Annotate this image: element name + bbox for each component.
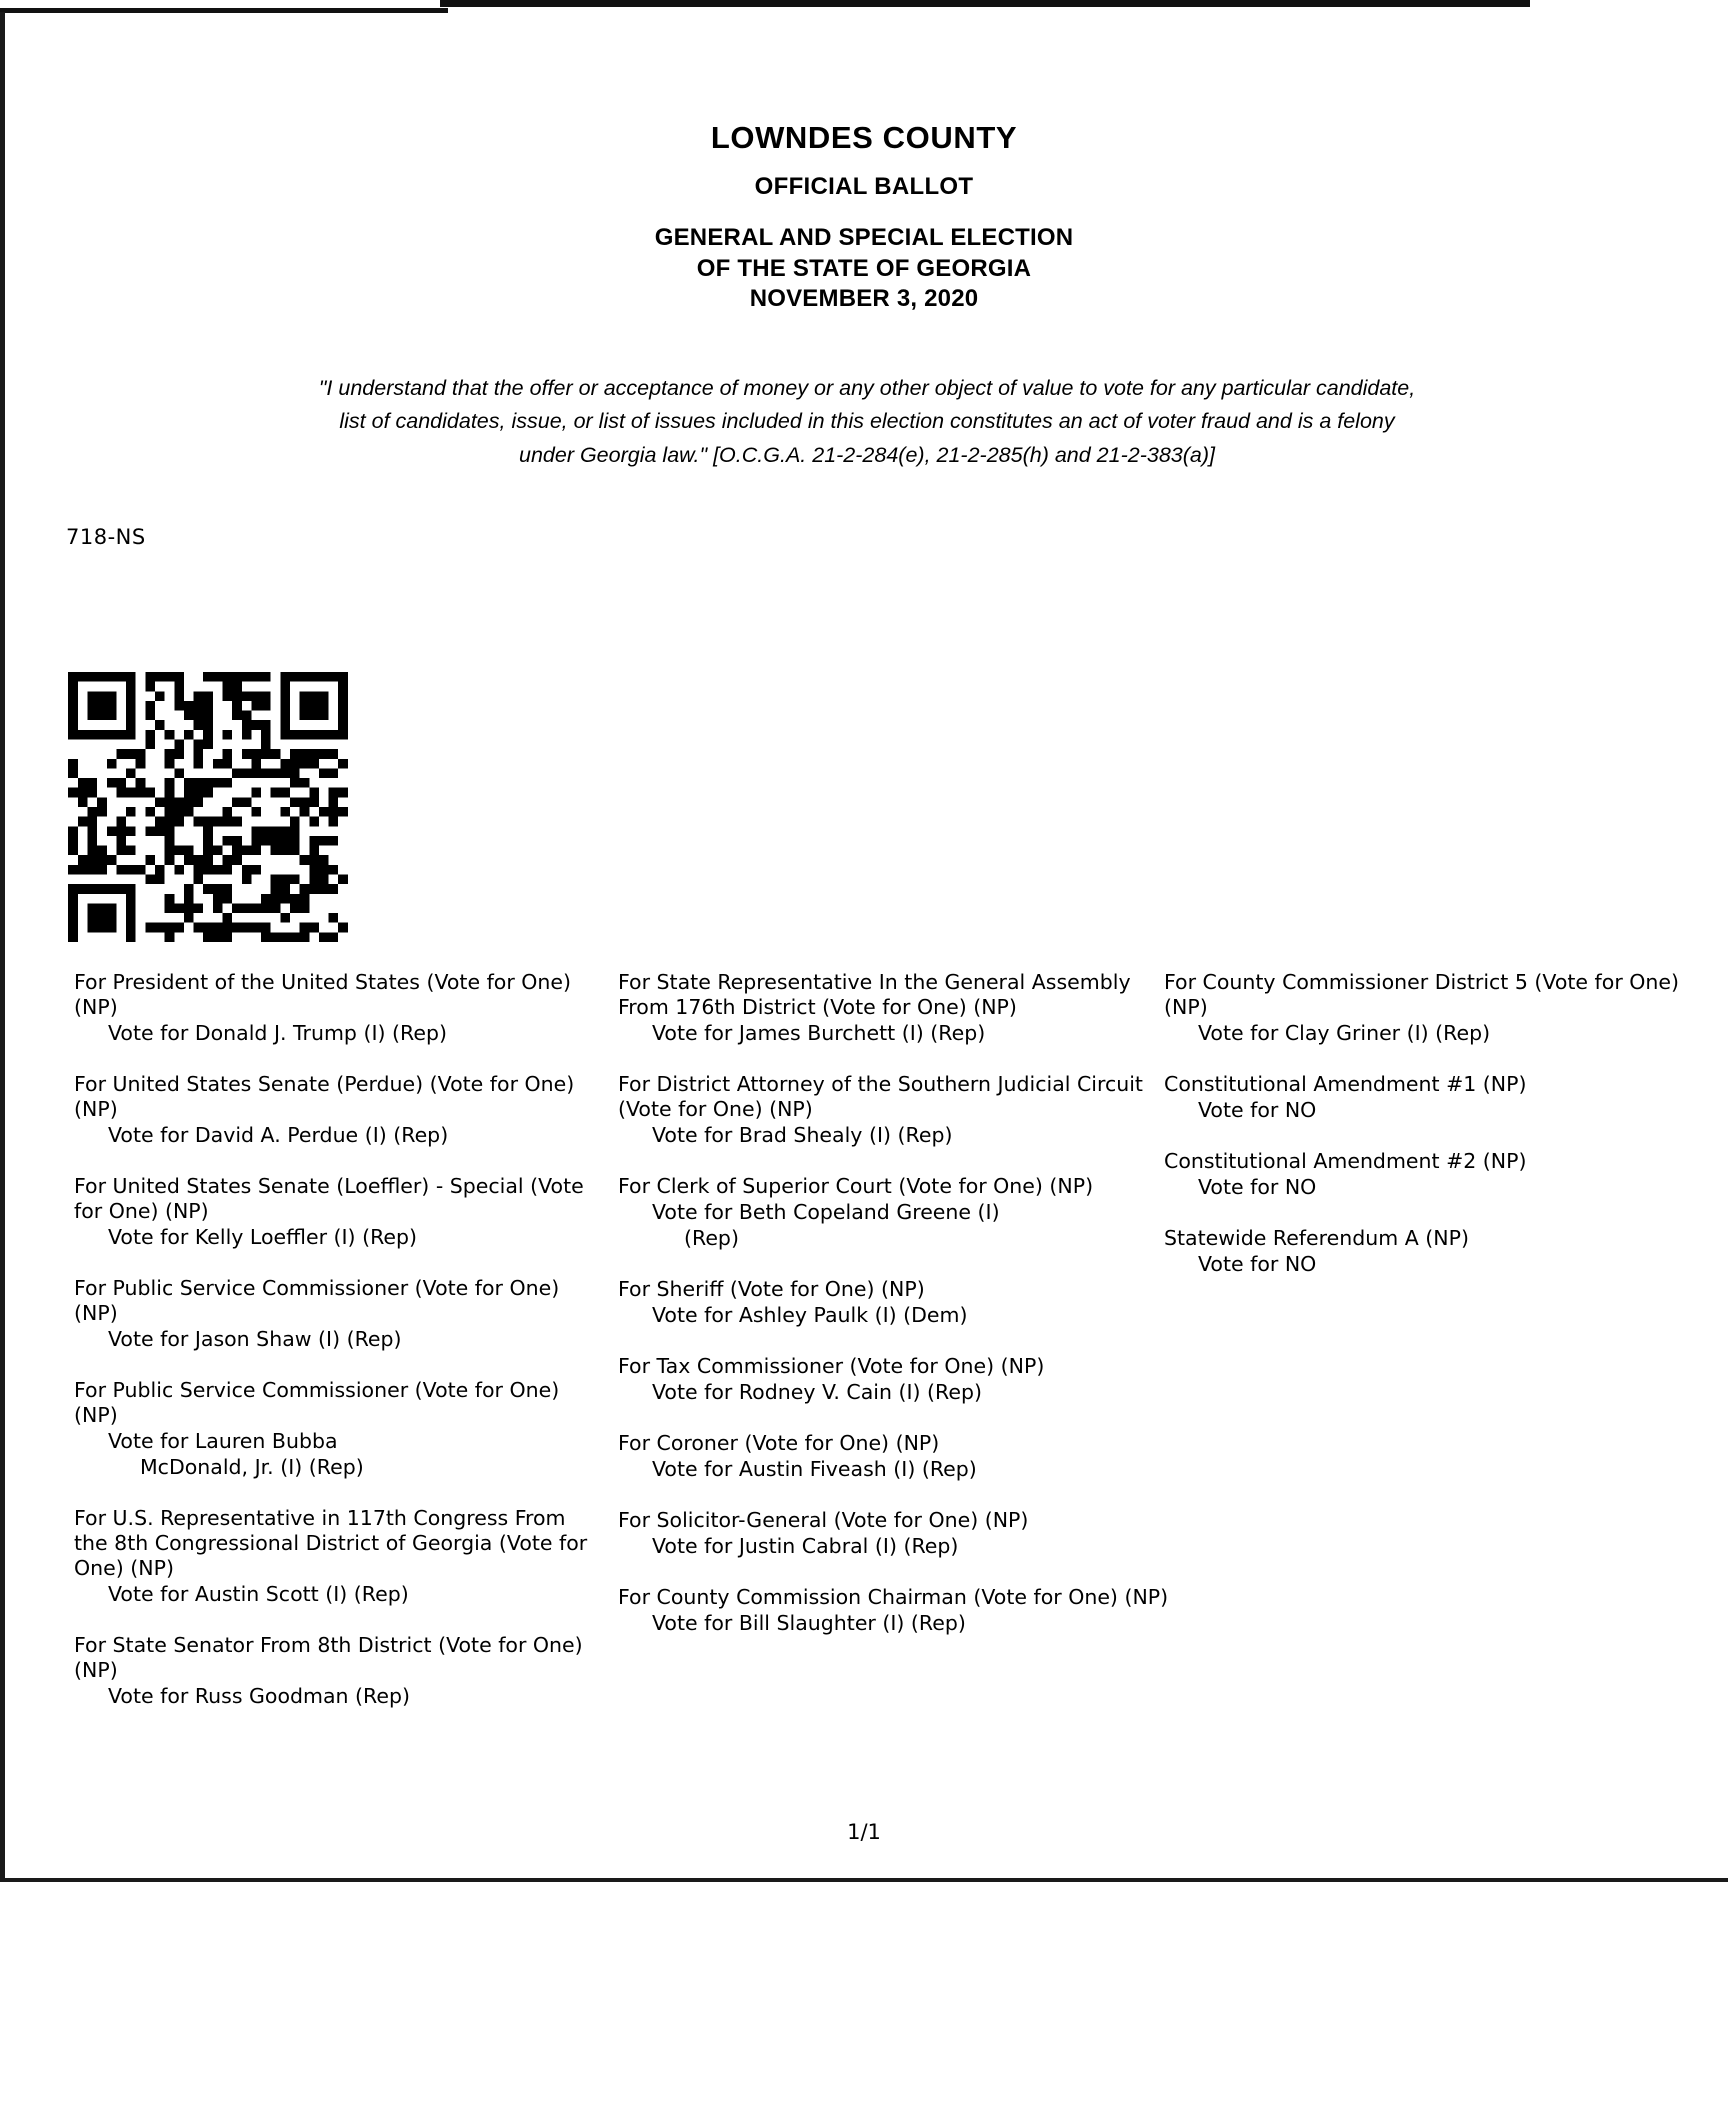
election-title-line2: OF THE STATE OF GEORGIA — [696, 254, 1032, 282]
contest-title: For United States Senate (Loeffler) - Special (Vote for One) (NP) — [74, 1174, 584, 1223]
scan-edge-artifact-top — [440, 0, 1530, 7]
contest-title: For U.S. Representative in 117th Congress From the 8th Congressional District of Georgia (Vote for One) (NP) — [74, 1506, 588, 1580]
contest-title: Constitutional Amendment #1 (NP) — [1164, 1072, 1527, 1096]
contest-block — [618, 1508, 1178, 1559]
selected-choice: Vote for Justin Cabral (I) (Rep) — [652, 1534, 959, 1558]
contest-block — [618, 1174, 1178, 1251]
contest-block — [74, 1276, 604, 1352]
qr-code-image — [68, 672, 348, 942]
selected-choice: Vote for Austin Scott (I) (Rep) — [108, 1582, 409, 1606]
contest-title: For Clerk of Superior Court (Vote for One) (NP) — [618, 1174, 1094, 1198]
contest-block — [1164, 1226, 1704, 1277]
ballot-header — [0, 120, 1728, 315]
voter-fraud-oath — [62, 372, 1672, 472]
contest-block — [74, 970, 604, 1046]
ballot-qr-code — [68, 672, 348, 942]
contest-block — [618, 1072, 1178, 1148]
selected-choice: Vote for James Burchett (I) (Rep) — [652, 1021, 986, 1045]
selected-choice: Vote for Bill Slaughter (I) (Rep) — [652, 1611, 966, 1635]
contest-block — [74, 1378, 604, 1480]
selected-choice: Vote for Clay Griner (I) (Rep) — [1198, 1021, 1491, 1045]
selected-choice: Vote for Jason Shaw (I) (Rep) — [108, 1327, 402, 1351]
oath-line-3: under Georgia law." [O.C.G.A. 21-2-284(e), 21-2-285(h) and 21-2-383(a)] — [519, 442, 1215, 467]
contest-title: Constitutional Amendment #2 (NP) — [1164, 1149, 1527, 1173]
contest-block — [74, 1072, 604, 1148]
contest-block — [1164, 970, 1704, 1046]
election-title-line3: NOVEMBER 3, 2020 — [749, 285, 979, 313]
contest-title: For State Representative In the General Assembly From 176th District (Vote for One) (NP) — [618, 970, 1131, 1019]
county-title: LOWNDES COUNTY — [710, 120, 1018, 155]
contest-block — [618, 1585, 1178, 1636]
selected-choice-continued: McDonald, Jr. (I) (Rep) — [140, 1455, 364, 1479]
contest-block — [74, 1633, 604, 1709]
contest-block — [618, 1277, 1178, 1328]
election-title-line1: GENERAL AND SPECIAL ELECTION — [654, 224, 1074, 251]
contest-title: For Public Service Commissioner (Vote for One) (NP) — [74, 1276, 560, 1325]
contest-title: For Sheriff (Vote for One) (NP) — [618, 1277, 925, 1301]
contest-title: For Tax Commissioner (Vote for One) (NP) — [618, 1354, 1045, 1378]
selected-choice: Vote for Kelly Loeffler (I) (Rep) — [108, 1225, 418, 1249]
selected-choice: Vote for Russ Goodman (Rep) — [108, 1684, 411, 1708]
contest-title: For State Senator From 8th District (Vote for One) (NP) — [74, 1633, 583, 1682]
selected-choice: Vote for Donald J. Trump (I) (Rep) — [108, 1021, 447, 1045]
contest-title: For County Commission Chairman (Vote for One) (NP) — [618, 1585, 1169, 1609]
selected-choice: Vote for Ashley Paulk (I) (Dem) — [652, 1303, 968, 1327]
contest-title: For District Attorney of the Southern Judicial Circuit (Vote for One) (NP) — [618, 1072, 1143, 1121]
selected-choice: Vote for Brad Shealy (I) (Rep) — [652, 1123, 953, 1147]
selected-choice: Vote for NO — [1198, 1252, 1317, 1276]
oath-line-2: list of candidates, issue, or list of issues included in this election constitutes an act of voter fraud and is a felony — [339, 409, 1395, 434]
selected-choice: Vote for Lauren Bubba — [108, 1429, 338, 1453]
oath-line-1: "I understand that the offer or acceptance of money or any other object of value to vote for any particular candidate, — [318, 376, 1416, 400]
page-number: 1/1 — [847, 1820, 881, 1844]
contest-block — [74, 1174, 604, 1250]
contest-block — [1164, 1072, 1704, 1123]
contest-title: For Coroner (Vote for One) (NP) — [618, 1431, 940, 1455]
contest-column-2 — [618, 970, 1178, 1662]
contest-title: For President of the United States (Vote for One) (NP) — [74, 970, 572, 1019]
contest-column-1 — [74, 970, 604, 1735]
contest-block — [618, 1354, 1178, 1405]
contest-column-3 — [1164, 970, 1704, 1303]
contest-title: Statewide Referendum A (NP) — [1164, 1226, 1469, 1250]
selected-choice: Vote for Beth Copeland Greene (I) — [652, 1200, 1000, 1224]
contest-block — [618, 970, 1178, 1046]
contest-block — [74, 1506, 604, 1607]
contest-title: For Solicitor-General (Vote for One) (NP) — [618, 1508, 1029, 1532]
selected-choice: Vote for Austin Fiveash (I) (Rep) — [652, 1457, 977, 1481]
official-ballot-title: OFFICIAL BALLOT — [754, 173, 974, 200]
scan-edge-artifact-bottom — [0, 1878, 1728, 1882]
contest-title: For Public Service Commissioner (Vote for One) (NP) — [74, 1378, 560, 1427]
scan-edge-artifact-top-left — [0, 8, 448, 13]
selected-choice-continued: (Rep) — [684, 1226, 739, 1250]
selected-choice: Vote for NO — [1198, 1175, 1317, 1199]
selected-choice: Vote for David A. Perdue (I) (Rep) — [108, 1123, 449, 1147]
contest-block — [618, 1431, 1178, 1482]
election-title — [0, 223, 1728, 315]
contest-title: For United States Senate (Perdue) (Vote for One) (NP) — [74, 1072, 575, 1121]
precinct-code: 718-NS — [66, 525, 146, 549]
contest-title: For County Commissioner District 5 (Vote for One) (NP) — [1164, 970, 1680, 1019]
contest-block — [1164, 1149, 1704, 1200]
selected-choice: Vote for NO — [1198, 1098, 1317, 1122]
selected-choice: Vote for Rodney V. Cain (I) (Rep) — [652, 1380, 982, 1404]
